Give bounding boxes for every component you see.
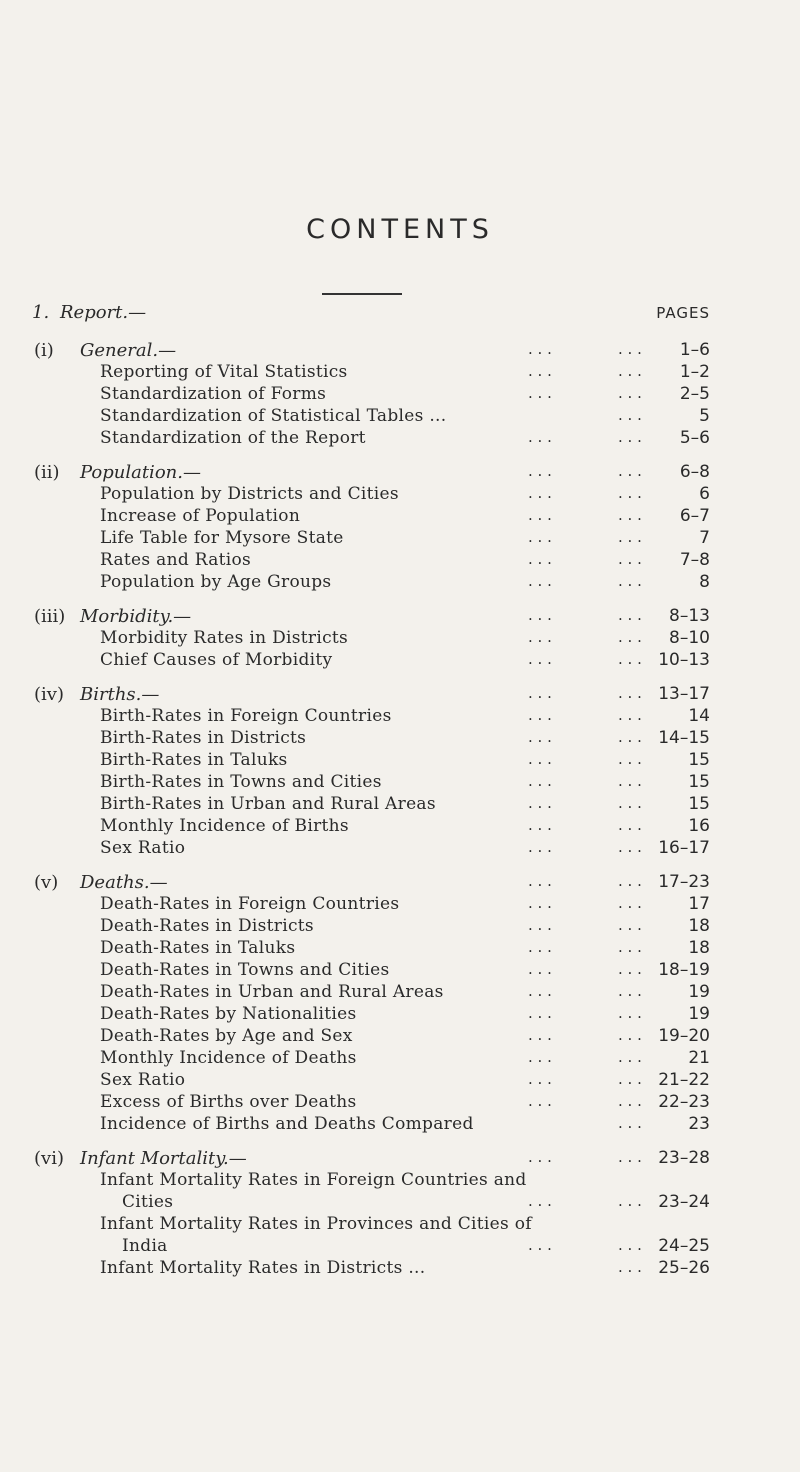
leader-dots: . . . bbox=[618, 362, 642, 380]
toc-section bbox=[0, 872, 800, 1136]
section-title: General.— bbox=[80, 340, 177, 361]
leader-dots: . . . bbox=[528, 1148, 552, 1166]
entry-title: Excess of Births over Deaths bbox=[100, 1092, 357, 1112]
toc-entry bbox=[0, 406, 800, 428]
entry-title: Birth-Rates in Towns and Cities bbox=[100, 772, 382, 792]
leader-dots: . . . bbox=[618, 894, 642, 912]
entry-title: Population by Age Groups bbox=[100, 572, 332, 592]
toc-entry bbox=[0, 550, 800, 572]
page-range: 6–7 bbox=[679, 506, 710, 526]
leader-dots: . . . bbox=[528, 816, 552, 834]
leader-dots: . . . bbox=[528, 340, 552, 358]
section-title: Morbidity.— bbox=[80, 606, 192, 627]
toc-entry bbox=[0, 428, 800, 450]
section-number: (ii) bbox=[34, 462, 60, 483]
section-title: Births.— bbox=[80, 684, 160, 705]
page-range: 2–5 bbox=[679, 384, 710, 404]
toc-entry bbox=[0, 728, 800, 750]
page-range: 21–22 bbox=[658, 1070, 710, 1090]
leader-dots: . . . bbox=[618, 650, 642, 668]
leader-dots: . . . bbox=[618, 750, 642, 768]
leader-dots: . . . bbox=[618, 606, 642, 624]
page-range: 10–13 bbox=[658, 650, 710, 670]
leader-dots: . . . bbox=[528, 484, 552, 502]
leader-dots: . . . bbox=[528, 684, 552, 702]
leader-dots: . . . bbox=[528, 1004, 552, 1022]
section-heading-row bbox=[0, 872, 800, 894]
page-range: 7 bbox=[699, 528, 710, 548]
page-range: 22–23 bbox=[658, 1092, 710, 1112]
table-of-contents bbox=[0, 340, 800, 1292]
toc-entry bbox=[0, 572, 800, 594]
toc-entry-continuation bbox=[0, 1236, 800, 1258]
toc-entry bbox=[0, 982, 800, 1004]
leader-dots: . . . bbox=[528, 572, 552, 590]
leader-dots: . . . bbox=[618, 982, 642, 1000]
section-heading-row bbox=[0, 462, 800, 484]
toc-section bbox=[0, 462, 800, 594]
entry-title: Standardization of Statistical Tables ... bbox=[100, 406, 447, 426]
entry-title: Monthly Incidence of Deaths bbox=[100, 1048, 357, 1068]
leader-dots: . . . bbox=[528, 528, 552, 546]
leader-dots: . . . bbox=[618, 1148, 642, 1166]
leader-dots: . . . bbox=[618, 916, 642, 934]
leader-dots: . . . bbox=[618, 794, 642, 812]
toc-entry bbox=[0, 916, 800, 938]
toc-entry bbox=[0, 816, 800, 838]
leader-dots: . . . bbox=[618, 406, 642, 424]
leader-dots: . . . bbox=[618, 684, 642, 702]
section-heading-row bbox=[0, 340, 800, 362]
entry-title: Incidence of Births and Deaths Compared bbox=[100, 1114, 474, 1134]
section-number: (i) bbox=[34, 340, 54, 361]
entry-title: Population by Districts and Cities bbox=[100, 484, 399, 504]
leader-dots: . . . bbox=[528, 628, 552, 646]
leader-dots: . . . bbox=[528, 838, 552, 856]
leader-dots: . . . bbox=[528, 982, 552, 1000]
page-range: 16–17 bbox=[658, 838, 710, 858]
page-range: 23–28 bbox=[658, 1148, 710, 1168]
leader-dots: . . . bbox=[528, 1092, 552, 1110]
leader-dots: . . . bbox=[618, 1192, 642, 1210]
leader-dots: . . . bbox=[618, 462, 642, 480]
report-number: 1. bbox=[32, 302, 50, 323]
entry-title: Rates and Ratios bbox=[100, 550, 252, 570]
leader-dots: . . . bbox=[618, 938, 642, 956]
toc-entry bbox=[0, 1070, 800, 1092]
leader-dots: . . . bbox=[618, 628, 642, 646]
page-range: 16 bbox=[688, 816, 710, 836]
section-number: (v) bbox=[34, 872, 59, 893]
entry-title: Birth-Rates in Districts bbox=[100, 728, 307, 748]
entry-title: Infant Mortality Rates in Districts ... bbox=[100, 1258, 426, 1278]
toc-entry bbox=[0, 960, 800, 982]
page-range: 19 bbox=[688, 1004, 710, 1024]
page-range: 6–8 bbox=[679, 462, 710, 482]
leader-dots: . . . bbox=[528, 1236, 552, 1254]
leader-dots: . . . bbox=[528, 706, 552, 724]
title-rule bbox=[322, 293, 402, 295]
toc-entry bbox=[0, 1004, 800, 1026]
leader-dots: . . . bbox=[618, 1070, 642, 1088]
leader-dots: . . . bbox=[528, 1192, 552, 1210]
leader-dots: . . . bbox=[618, 528, 642, 546]
toc-entry bbox=[0, 484, 800, 506]
leader-dots: . . . bbox=[618, 816, 642, 834]
leader-dots: . . . bbox=[528, 960, 552, 978]
entry-title: Standardization of Forms bbox=[100, 384, 327, 404]
entry-title: Sex Ratio bbox=[100, 1070, 186, 1090]
entry-title: Birth-Rates in Taluks bbox=[100, 750, 288, 770]
leader-dots: . . . bbox=[528, 750, 552, 768]
entry-title: Morbidity Rates in Districts bbox=[100, 628, 349, 648]
toc-entry bbox=[0, 1048, 800, 1070]
leader-dots: . . . bbox=[618, 1114, 642, 1132]
toc-entry bbox=[0, 750, 800, 772]
page-title: CONTENTS bbox=[306, 214, 494, 245]
toc-entry bbox=[0, 528, 800, 550]
page-range: 8 bbox=[699, 572, 710, 592]
toc-entry bbox=[0, 838, 800, 860]
leader-dots: . . . bbox=[618, 1048, 642, 1066]
leader-dots: . . . bbox=[618, 484, 642, 502]
leader-dots: . . . bbox=[528, 728, 552, 746]
leader-dots: . . . bbox=[618, 506, 642, 524]
section-number: (vi) bbox=[34, 1148, 64, 1169]
entry-title: Birth-Rates in Urban and Rural Areas bbox=[100, 794, 436, 814]
leader-dots: . . . bbox=[528, 794, 552, 812]
page-range: 5–6 bbox=[679, 428, 710, 448]
toc-entry bbox=[0, 362, 800, 384]
toc-entry bbox=[0, 650, 800, 672]
page-range: 24–25 bbox=[658, 1236, 710, 1256]
page-range: 23–24 bbox=[658, 1192, 710, 1212]
leader-dots: . . . bbox=[618, 1092, 642, 1110]
leader-dots: . . . bbox=[618, 1236, 642, 1254]
page-range: 8–10 bbox=[669, 628, 710, 648]
page-range: 25–26 bbox=[658, 1258, 710, 1278]
leader-dots: . . . bbox=[528, 550, 552, 568]
page-range: 15 bbox=[688, 750, 710, 770]
leader-dots: . . . bbox=[618, 772, 642, 790]
page-range: 18–19 bbox=[658, 960, 710, 980]
section-number: (iv) bbox=[34, 684, 64, 705]
report-label: Report.— bbox=[60, 302, 147, 323]
page-range: 18 bbox=[688, 938, 710, 958]
toc-entry bbox=[0, 1170, 800, 1192]
page-range: 19–20 bbox=[658, 1026, 710, 1046]
leader-dots: . . . bbox=[528, 462, 552, 480]
section-heading-row bbox=[0, 606, 800, 628]
leader-dots: . . . bbox=[618, 572, 642, 590]
page-range: 13–17 bbox=[658, 684, 710, 704]
leader-dots: . . . bbox=[618, 1026, 642, 1044]
entry-title: Death-Rates in Districts bbox=[100, 916, 314, 936]
page-range: 15 bbox=[688, 794, 710, 814]
toc-entry-continuation bbox=[0, 1192, 800, 1214]
page-range: 17–23 bbox=[658, 872, 710, 892]
leader-dots: . . . bbox=[528, 650, 552, 668]
leader-dots: . . . bbox=[528, 428, 552, 446]
leader-dots: . . . bbox=[618, 340, 642, 358]
toc-entry bbox=[0, 794, 800, 816]
leader-dots: . . . bbox=[618, 728, 642, 746]
leader-dots: . . . bbox=[528, 916, 552, 934]
page-range: 8–13 bbox=[669, 606, 710, 626]
page-range: 15 bbox=[688, 772, 710, 792]
toc-entry bbox=[0, 772, 800, 794]
section-title: Deaths.— bbox=[80, 872, 168, 893]
leader-dots: . . . bbox=[618, 960, 642, 978]
entry-title: Life Table for Mysore State bbox=[100, 528, 344, 548]
leader-dots: . . . bbox=[528, 772, 552, 790]
toc-entry bbox=[0, 1026, 800, 1048]
section-number: (iii) bbox=[34, 606, 66, 627]
entry-title: Death-Rates in Urban and Rural Areas bbox=[100, 982, 444, 1002]
leader-dots: . . . bbox=[528, 872, 552, 890]
leader-dots: . . . bbox=[528, 506, 552, 524]
toc-section bbox=[0, 1148, 800, 1280]
toc-section bbox=[0, 340, 800, 450]
leader-dots: . . . bbox=[528, 938, 552, 956]
toc-entry bbox=[0, 506, 800, 528]
leader-dots: . . . bbox=[618, 550, 642, 568]
entry-title: Death-Rates by Nationalities bbox=[100, 1004, 357, 1024]
entry-title: Death-Rates in Towns and Cities bbox=[100, 960, 390, 980]
entry-title: Increase of Population bbox=[100, 506, 301, 526]
toc-entry bbox=[0, 1214, 800, 1236]
section-heading-row bbox=[0, 684, 800, 706]
page-range: 14–15 bbox=[658, 728, 710, 748]
toc-entry bbox=[0, 628, 800, 650]
leader-dots: . . . bbox=[618, 838, 642, 856]
toc-entry bbox=[0, 1114, 800, 1136]
leader-dots: . . . bbox=[618, 384, 642, 402]
page-range: 19 bbox=[688, 982, 710, 1002]
page-range: 1–6 bbox=[679, 340, 710, 360]
leader-dots: . . . bbox=[618, 1004, 642, 1022]
page-range: 17 bbox=[688, 894, 710, 914]
toc-entry bbox=[0, 706, 800, 728]
entry-title: Death-Rates by Age and Sex bbox=[100, 1026, 353, 1046]
entry-title: Birth-Rates in Foreign Countries bbox=[100, 706, 392, 726]
leader-dots: . . . bbox=[618, 706, 642, 724]
toc-entry bbox=[0, 384, 800, 406]
entry-title-continued: India bbox=[122, 1236, 168, 1256]
leader-dots: . . . bbox=[618, 1258, 642, 1276]
leader-dots: . . . bbox=[528, 384, 552, 402]
leader-dots: . . . bbox=[528, 1070, 552, 1088]
entry-title: Infant Mortality Rates in Foreign Countries and bbox=[100, 1170, 527, 1190]
leader-dots: . . . bbox=[528, 1048, 552, 1066]
toc-entry bbox=[0, 894, 800, 916]
page-range: 7–8 bbox=[679, 550, 710, 570]
section-title: Population.— bbox=[80, 462, 201, 483]
leader-dots: . . . bbox=[528, 1026, 552, 1044]
toc-section bbox=[0, 684, 800, 860]
entry-title: Chief Causes of Morbidity bbox=[100, 650, 333, 670]
entry-title: Monthly Incidence of Births bbox=[100, 816, 349, 836]
page-range: 14 bbox=[688, 706, 710, 726]
entry-title: Sex Ratio bbox=[100, 838, 186, 858]
entry-title: Reporting of Vital Statistics bbox=[100, 362, 348, 382]
entry-title: Standardization of the Report bbox=[100, 428, 366, 448]
page-range: 5 bbox=[699, 406, 710, 426]
page-range: 23 bbox=[688, 1114, 710, 1134]
entry-title: Death-Rates in Taluks bbox=[100, 938, 296, 958]
leader-dots: . . . bbox=[528, 894, 552, 912]
page-range: 18 bbox=[688, 916, 710, 936]
section-title: Infant Mortality.— bbox=[80, 1148, 247, 1169]
page-range: 21 bbox=[688, 1048, 710, 1068]
page-range: 1–2 bbox=[679, 362, 710, 382]
entry-title-continued: Cities bbox=[122, 1192, 174, 1212]
toc-section bbox=[0, 606, 800, 672]
page-range: 6 bbox=[699, 484, 710, 504]
entry-title: Infant Mortality Rates in Provinces and Cities of bbox=[100, 1214, 532, 1234]
leader-dots: . . . bbox=[528, 606, 552, 624]
section-heading-row bbox=[0, 1148, 800, 1170]
leader-dots: . . . bbox=[618, 872, 642, 890]
leader-dots: . . . bbox=[528, 362, 552, 380]
entry-title: Death-Rates in Foreign Countries bbox=[100, 894, 400, 914]
pages-column-header: PAGES bbox=[656, 304, 710, 322]
toc-entry bbox=[0, 1258, 800, 1280]
leader-dots: . . . bbox=[618, 428, 642, 446]
toc-entry bbox=[0, 1092, 800, 1114]
toc-entry bbox=[0, 938, 800, 960]
